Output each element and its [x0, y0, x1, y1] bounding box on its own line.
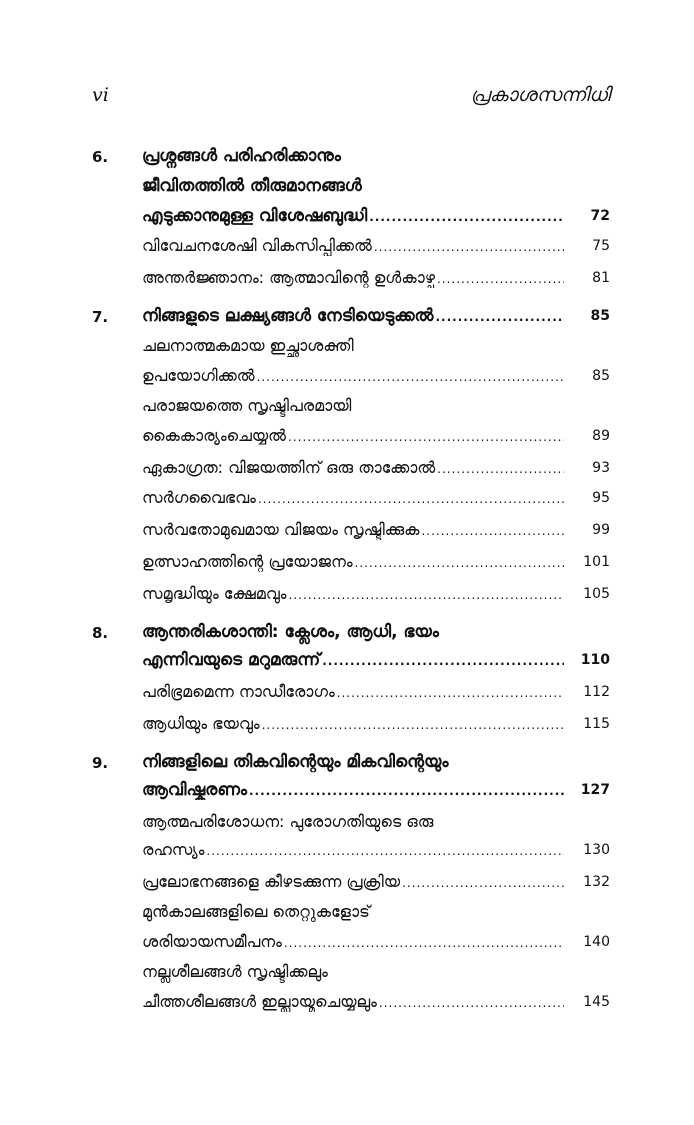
toc-entry: [142, 932, 564, 952]
page-ref: 140: [583, 934, 610, 950]
toc-entry: [142, 650, 564, 670]
toc-entry: [142, 780, 564, 800]
toc-item[interactable]: [0, 714, 694, 740]
toc-item[interactable]: [0, 552, 694, 578]
toc-entry: [142, 584, 564, 604]
section-title: സർവതോമുഖമായ വിജയം സൃഷ്ടിക്കുക: [142, 520, 420, 539]
chapter-title: പ്രശ്നങ്ങൾ പരിഹരിക്കാനും: [142, 146, 341, 166]
toc-item[interactable]: [0, 366, 694, 392]
chapter-title: എന്നിവയുടെ മറുമരുന്ന്: [142, 650, 321, 670]
chapter-6-title-line-2: [0, 176, 694, 202]
page-number: vi: [92, 84, 109, 106]
section-title: സർഗവൈഭവം: [142, 488, 256, 507]
chapter-title: ആന്തരികശാന്തി: ക്ലേശം, ആധി, ഭയം: [142, 622, 439, 642]
chapter-title: ആവിഷ്കരണം: [142, 780, 247, 800]
page-ref: 132: [583, 874, 610, 890]
section-title: രഹസ്യം: [142, 840, 205, 859]
toc-entry: [142, 426, 564, 446]
toc-item-line-1: [0, 396, 694, 422]
toc-entry: [142, 306, 564, 326]
page-ref: 95: [592, 490, 610, 506]
dot-leader: [436, 310, 565, 324]
page-ref: 112: [583, 684, 610, 700]
section-title: നല്ലശീലങ്ങൾ സൃഷ്ടിക്കലും: [142, 962, 328, 981]
section-title: വിവേചനശേഷി വികസിപ്പിക്കൽ: [142, 236, 372, 255]
page-ref: 89: [592, 428, 610, 444]
toc-entry: [142, 840, 564, 860]
toc-item[interactable]: [0, 488, 694, 514]
section-title: ഏകാഗ്രത: വിജയത്തിന് ഒരു താക്കോൽ: [142, 458, 436, 477]
chapter-6-title-line-1: [0, 146, 694, 172]
toc-entry: [142, 268, 564, 288]
page-ref: 75: [592, 238, 610, 254]
dot-leader: [258, 492, 564, 506]
chapter-8-title-line-1: [0, 622, 694, 648]
page-ref: 81: [592, 270, 610, 286]
dot-leader: [249, 784, 564, 798]
chapter-number: 9.: [92, 754, 109, 772]
toc-item[interactable]: [0, 520, 694, 546]
dot-leader: [437, 462, 564, 476]
toc-item[interactable]: [0, 992, 694, 1018]
page-ref: 85: [592, 368, 610, 384]
page-ref: 110: [580, 652, 610, 668]
dot-leader: [402, 876, 564, 890]
dot-leader: [374, 240, 564, 254]
chapter-title: എടുക്കാനുമുള്ള വിശേഷബുദ്ധി: [142, 206, 368, 226]
dot-leader: [206, 844, 564, 858]
dot-leader: [355, 556, 564, 570]
toc-entry: [142, 714, 564, 734]
section-title: അന്തർജ്ഞാനം: ആത്മാവിന്റെ ഉൾകാഴ്ച: [142, 268, 435, 287]
running-header: [0, 84, 694, 112]
toc-item[interactable]: [0, 584, 694, 610]
toc-entry[interactable]: [142, 206, 564, 226]
toc-entry: [142, 236, 564, 256]
toc-item[interactable]: [0, 268, 694, 294]
section-title: ആത്മപരിശോധന: പുരോഗതിയുടെ ഒരു: [142, 812, 434, 831]
dot-leader: [369, 210, 564, 224]
book-title: പ്രകാശസന്നിധി: [470, 84, 610, 106]
dot-leader: [288, 430, 564, 444]
dot-leader: [284, 936, 564, 950]
dot-leader: [379, 996, 564, 1010]
page-ref: 105: [583, 586, 610, 602]
toc-item-line-1: [0, 812, 694, 838]
page-ref: 127: [580, 782, 610, 798]
section-title: പരിഭ്രമമെന്ന നാഡീരോഗം: [142, 682, 335, 701]
chapter-number: 8.: [92, 624, 109, 642]
toc-item-line-1: [0, 336, 694, 362]
dot-leader: [421, 524, 564, 538]
toc-entry: [142, 682, 564, 702]
toc-entry: [142, 366, 564, 386]
section-title: ചീത്തശീലങ്ങൾ ഇല്ലായ്മചെയ്യലും: [142, 992, 377, 1011]
section-title: ഉത്സാഹത്തിന്റെ പ്രയോജനം: [142, 552, 353, 571]
toc-entry: [142, 992, 564, 1012]
section-title: ഉപയോഗിക്കൽ: [142, 366, 255, 385]
toc-item[interactable]: [0, 682, 694, 708]
chapter-9-title-line-1: [0, 752, 694, 778]
toc-item[interactable]: [0, 872, 694, 898]
section-title: ആധിയും ഭയവും: [142, 714, 260, 733]
page-ref: 72: [590, 208, 610, 224]
page-ref: 99: [592, 522, 610, 538]
section-title: സമൃദ്ധിയും ക്ഷേമവും: [142, 584, 287, 603]
section-title: പ്രലോഭനങ്ങളെ കീഴടക്കുന്ന പ്രക്രിയ: [142, 872, 401, 891]
toc-entry: [142, 488, 564, 508]
toc-item-line-1: [0, 962, 694, 988]
toc-entry: [142, 552, 564, 572]
page-ref: 93: [592, 460, 610, 476]
toc-entry: [142, 458, 564, 478]
page-ref: 130: [583, 842, 610, 858]
chapter-6-title-line-3: [0, 206, 694, 232]
toc-item[interactable]: [0, 426, 694, 452]
chapter-number: 7.: [92, 308, 109, 326]
toc-entry: [142, 872, 564, 892]
section-title: മുൻകാലങ്ങളിലെ തെറ്റുകളോട്: [142, 902, 370, 921]
chapter-title: ജീവിതത്തിൽ തീരുമാനങ്ങൾ: [142, 176, 362, 196]
dot-leader: [257, 370, 564, 384]
toc-item[interactable]: [0, 236, 694, 262]
dot-leader: [262, 718, 564, 732]
page-ref: 85: [590, 308, 610, 324]
section-title: പരാജയത്തെ സൃഷ്ടിപരമായി: [142, 396, 352, 415]
toc-entry: [142, 520, 564, 540]
page-ref: 101: [583, 554, 610, 570]
section-title: കൈകാര്യംചെയ്യൽ: [142, 426, 287, 445]
chapter-7-title[interactable]: [0, 306, 694, 332]
toc-item-line-1: [0, 902, 694, 928]
section-title: ചലനാത്മകമായ ഇച്ഛാശക്തി: [142, 336, 354, 355]
chapter-title: നിങ്ങളിലെ തികവിന്റെയും മികവിന്റെയും: [142, 752, 449, 772]
toc-item[interactable]: [0, 458, 694, 484]
chapter-8-title-line-2[interactable]: [0, 650, 694, 676]
page-ref: 145: [583, 994, 610, 1010]
chapter-9-title-line-2[interactable]: [0, 780, 694, 806]
dot-leader: [322, 654, 564, 668]
toc-item[interactable]: [0, 840, 694, 866]
dot-leader: [437, 272, 564, 286]
chapter-title: നിങ്ങളുടെ ലക്ഷ്യങ്ങൾ നേടിയെടുക്കൽ: [142, 306, 434, 326]
dot-leader: [289, 588, 565, 602]
toc-item[interactable]: [0, 932, 694, 958]
section-title: ശരിയായസമീപനം: [142, 932, 282, 951]
dot-leader: [337, 686, 564, 700]
chapter-number: 6.: [92, 148, 109, 166]
page-ref: 115: [583, 716, 610, 732]
